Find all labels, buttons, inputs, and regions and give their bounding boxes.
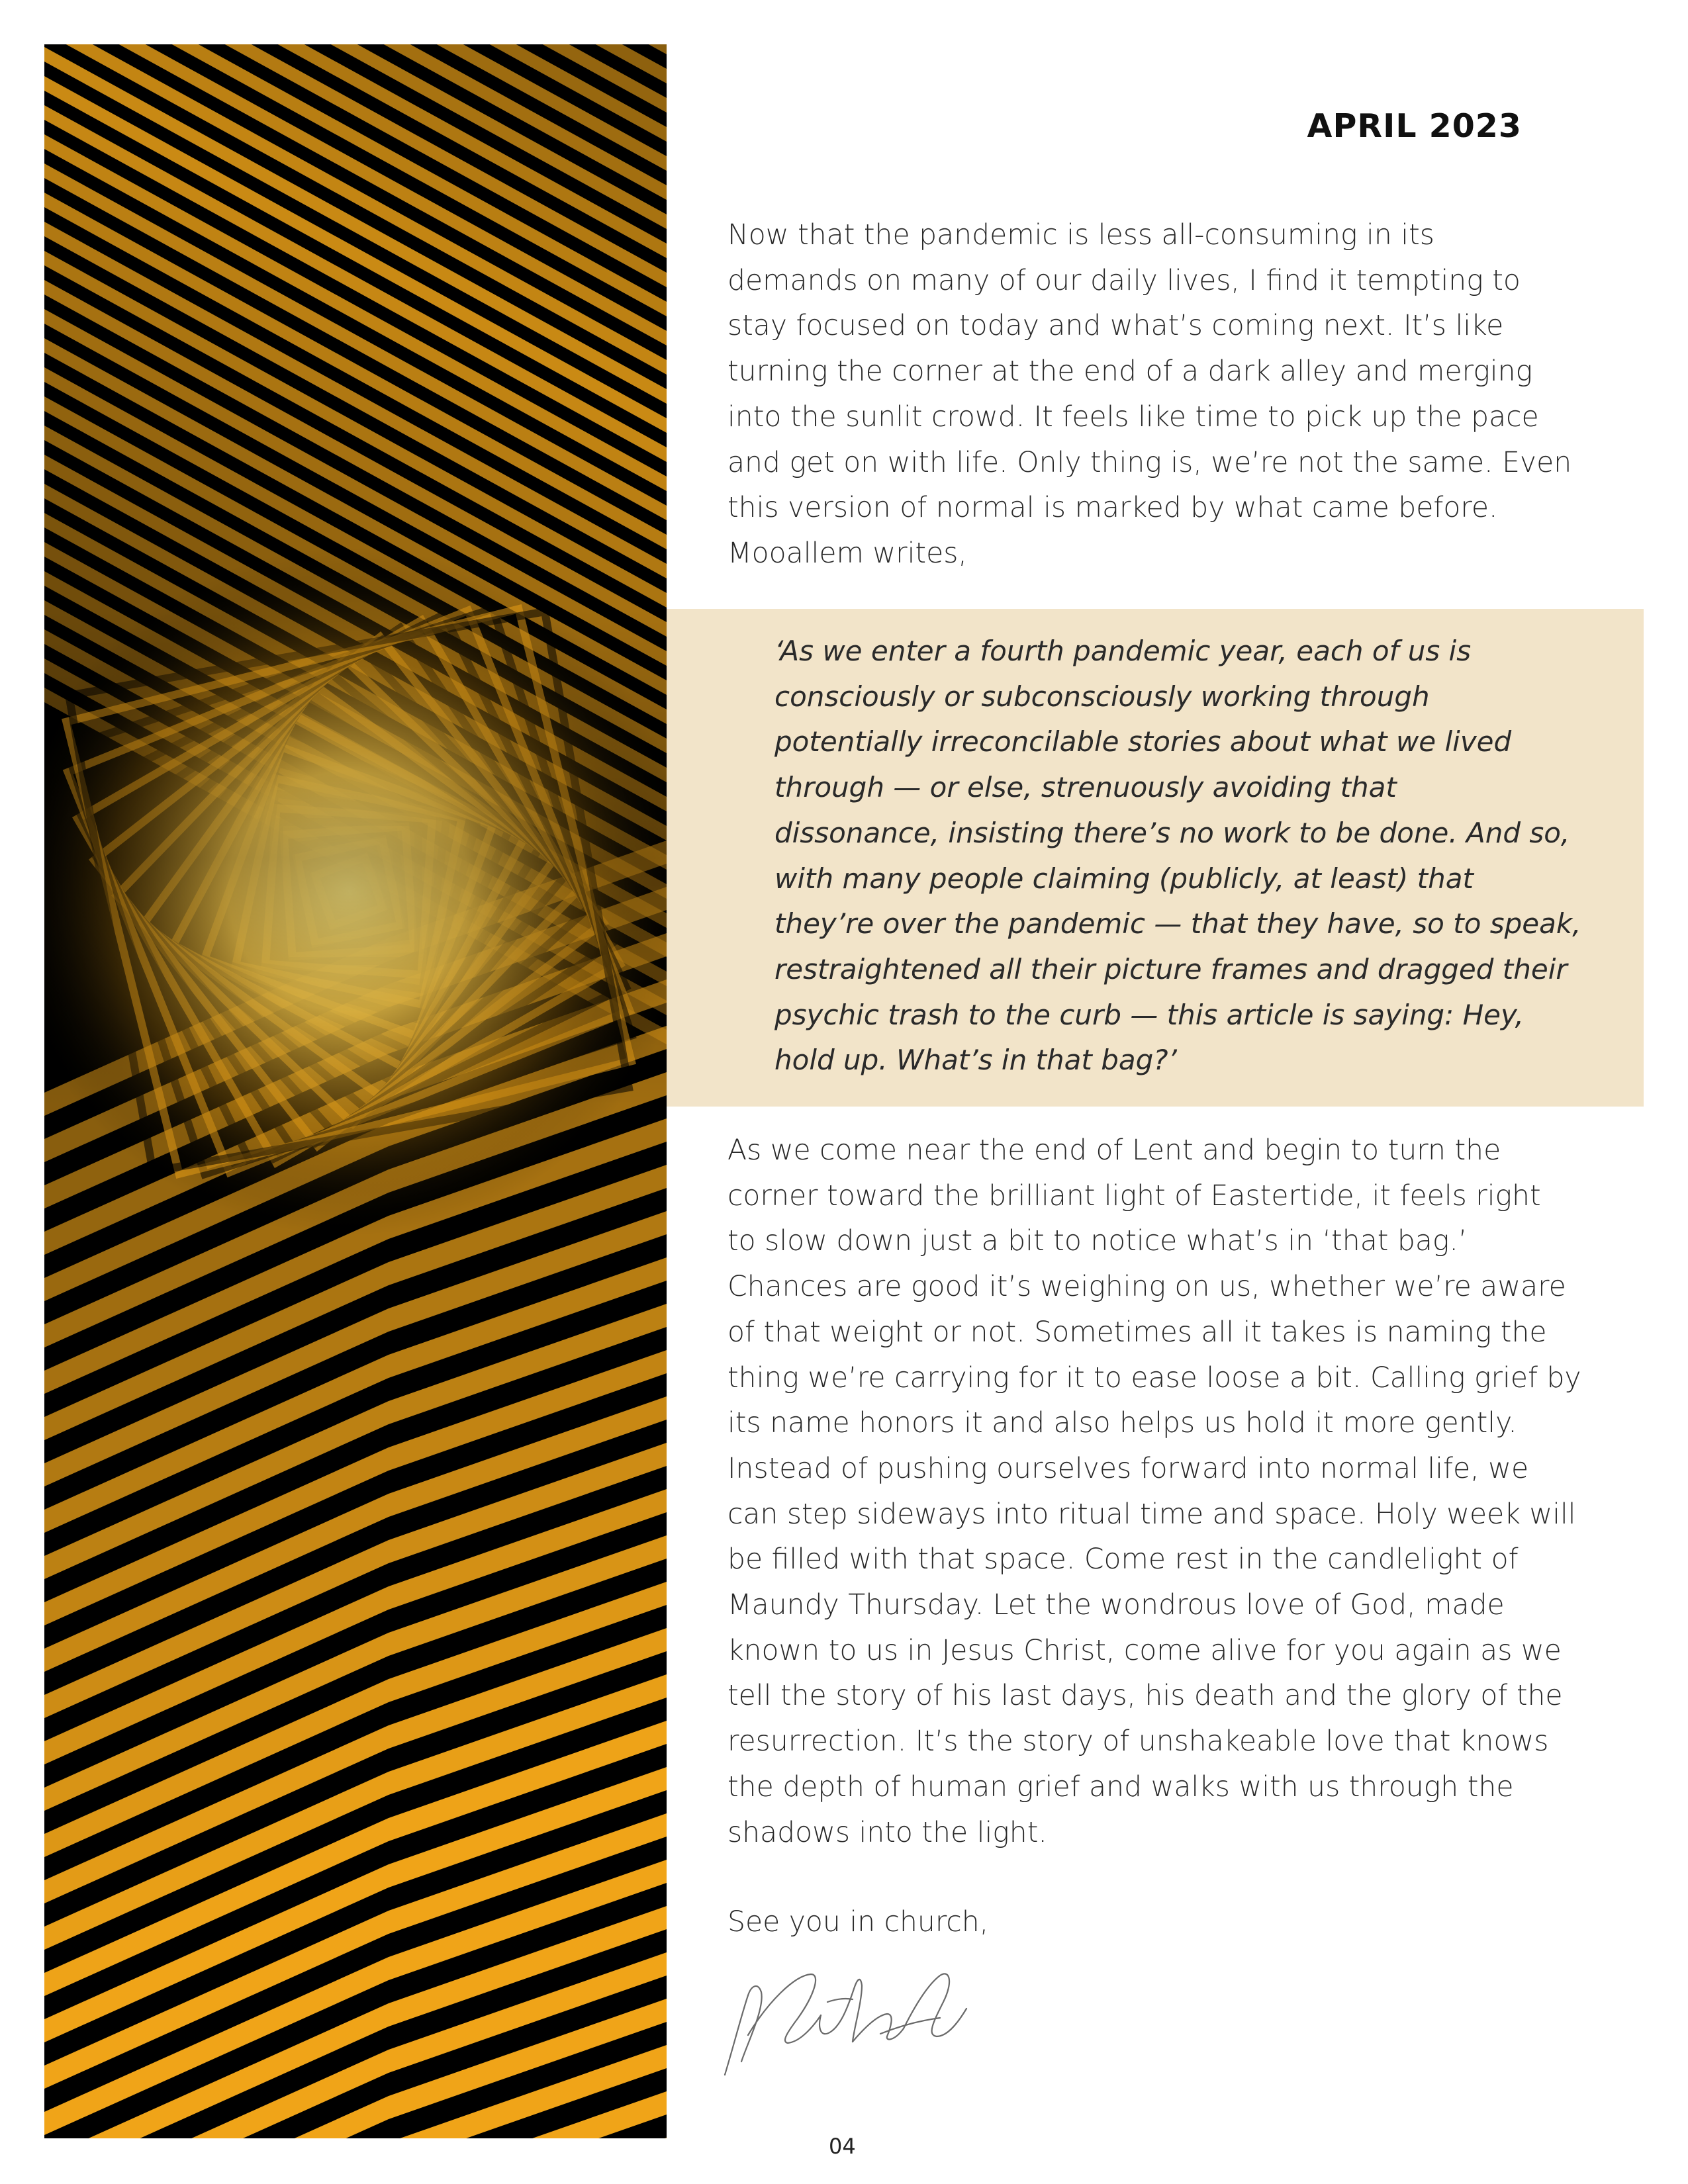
abstract-spiral-artwork	[44, 44, 667, 2138]
page-number: 04	[829, 2134, 856, 2159]
signature-image	[722, 1962, 986, 2088]
intro-paragraph: Now that the pandemic is less all-consuming in its demands on many of our daily lives, I find it tempting to stay focused on today and what’s coming next. It’s like turning the corner at the end of a dark alley and merging into the sunlit crowd. It feels like time to pick up the pace and get on with life. Only thing is, we’re not the same. Even this version of normal is marked by what came before. Mooallem writes,	[727, 219, 1572, 570]
issue-date: APRIL 2023	[1307, 107, 1522, 145]
closing-line: See you in church,	[727, 1906, 989, 1938]
body-paragraph: As we come near the end of Lent and begin to turn the corner toward the brilliant light of Eastertide, it feels right to slow down just a bit to notice what’s in ‘that bag.’ Chances are good it’s weighing on us, whether we’re aware of that weight or not. Sometimes all it takes is naming the thing we’re carrying for it to ease loose a bit. Calling grief by its name honors it and also helps us hold it more gently. Instead of pushing ourselves forward into normal life, we can step sideways into ritual time and space. Holy week will be filled with that space. Come rest in the candlelight of Maundy Thursday. Let the wondrous love of God, made known to us in Jesus Christ, come alive for you again as we tell the story of his last days, his death and the glory of the resurrection. It’s the story of unshakeable love that knows the depth of human grief and walks with us through the shadows into the light.	[727, 1134, 1581, 1849]
pull-quote: ‘As we enter a fourth pandemic year, each of us is consciously or subconsciously working through potentially irreconcilable stories about what we lived through — or else, strenuously avoiding that dissonance, insisting there’s no work to be done. And so, with many people claiming (publicly, at least) that they’re over the pandemic — that they have, so to speak, restraightened all their picture frames and dragged their psychic trash to the curb — this article is saying: Hey, hold up. What’s in that bag?’	[774, 635, 1581, 1077]
